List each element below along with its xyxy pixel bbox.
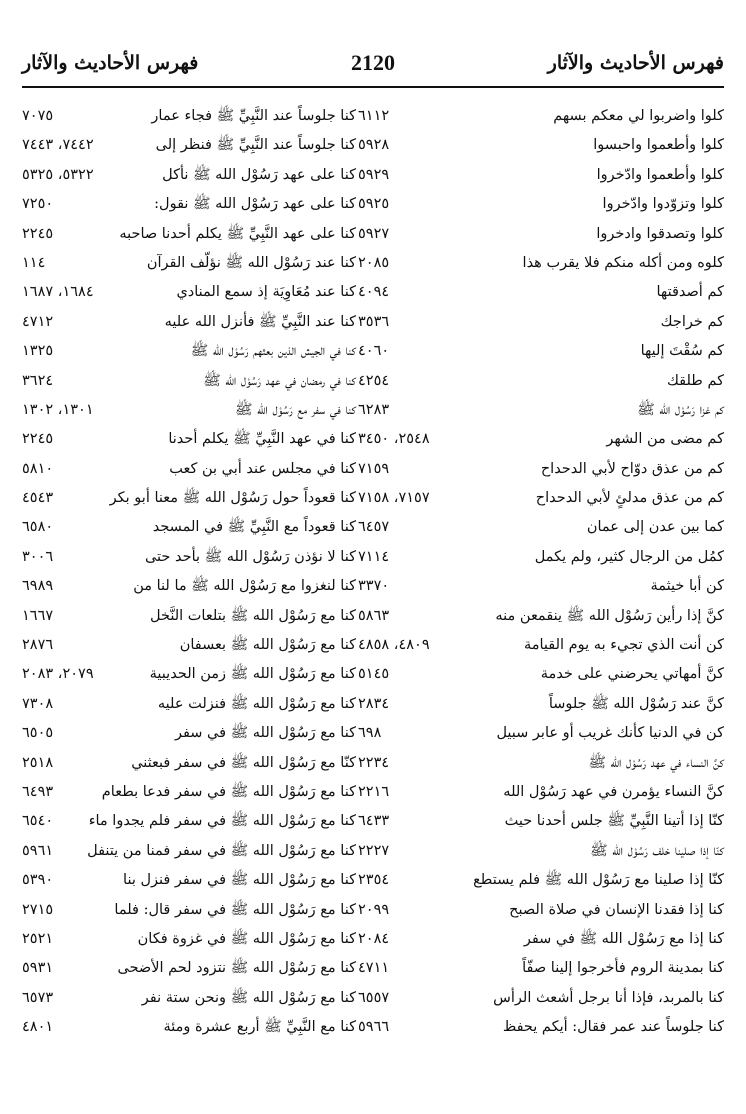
hadith-number-second: ٤٧١٢	[22, 313, 54, 330]
hadith-phrase: كم سُقْتَ إليها	[640, 343, 724, 360]
hadith-number: ٢٥٤٨، ٣٤٥٠	[358, 431, 430, 448]
index-row	[22, 278, 724, 307]
hadith-number: ٥٩٢٧	[358, 225, 390, 242]
index-row	[22, 249, 724, 278]
hadith-number: ٤٧١١	[358, 960, 390, 977]
hadith-phrase-second: كنا مع النَّبِيِّ ﷺ أربع عشرة ومئة	[163, 1019, 356, 1036]
hadith-phrase-second: كنا مع رَسُوْل الله ﷺ بتلعات النَّخل	[150, 607, 356, 624]
index-row	[22, 543, 724, 572]
index-row	[22, 984, 724, 1013]
index-row	[22, 807, 724, 836]
hadith-phrase-second: كنا على عهد رَسُوْل الله ﷺ نأكل	[162, 166, 356, 183]
header-rule	[22, 86, 724, 88]
hadith-number: ٦٤٣٣	[358, 813, 390, 830]
hadith-phrase-second: كنا مع رَسُوْل الله ﷺ في سفر قال: فلما	[114, 901, 356, 918]
hadith-number-second: ٦٩٨٩	[22, 578, 54, 595]
hadith-phrase: كمُل من الرجال كثير، ولم يكمل	[534, 548, 724, 565]
index-row	[22, 190, 724, 219]
hadith-number: ٢٣٥٤	[358, 872, 390, 889]
hadith-phrase: كلوا وتزوّدوا وادّخروا	[602, 196, 724, 213]
hadith-number-second: ٧٣٠٨	[22, 695, 54, 712]
index-row	[22, 308, 724, 337]
hadith-phrase-second: كنّا مع رَسُوْل الله ﷺ في سفر فبعثني	[131, 754, 356, 771]
hadith-phrase: كنّا إذا صلينا مع رَسُوْل الله ﷺ فلم يستطع	[473, 872, 724, 889]
hadith-number-second: ٦٥٤٠	[22, 813, 54, 830]
hadith-phrase: كنَّ إذا رأين رَسُوْل الله ﷺ ينقمعن منه	[495, 607, 724, 624]
hadith-number: ٣٣٧٠	[358, 578, 390, 595]
running-title-right: فهرس الأحاديث والآثار	[547, 52, 724, 74]
hadith-number-second: ٦٤٩٣	[22, 783, 54, 800]
index-row	[22, 690, 724, 719]
hadith-phrase-second: كنا في عهد النَّبِيِّ ﷺ يكلم أحدنا	[168, 431, 356, 448]
hadith-number-second: ٤٥٤٣	[22, 490, 54, 507]
hadith-number-second: ٦٥٨٠	[22, 519, 54, 536]
hadith-phrase: كنَّ عند رَسُوْل الله ﷺ جلوساً	[548, 695, 724, 712]
index-row	[22, 337, 724, 366]
hadith-phrase-second: كنا مع رَسُوْل الله ﷺ زمن الحديبية	[149, 666, 356, 683]
hadith-phrase: كلوه ومن أكله منكم فلا يقرب هذا	[522, 254, 724, 271]
hadith-phrase: كما بين عدن إلى عمان	[586, 519, 724, 536]
hadith-number-second: ٢٨٧٦	[22, 637, 54, 654]
hadith-phrase: كن أنت الذي تجيء به يوم القيامة	[523, 637, 724, 654]
hadith-number: ٧١١٤	[358, 548, 390, 565]
hadith-number: ٣٥٣٦	[358, 313, 390, 330]
hadith-phrase-second: كنا قعوداً مع النَّبِيِّ ﷺ في المسجد	[152, 519, 356, 536]
hadith-number: ٦٩٨	[358, 725, 382, 742]
hadith-number: ٢٠٨٥	[358, 254, 390, 271]
hadith-number-second: ٦٥٧٣	[22, 989, 54, 1006]
hadith-phrase-second: كنا مع رَسُوْل الله ﷺ في سفر فمنا من يتنفل	[87, 842, 356, 859]
hadith-number-second: ٧٤٤٢، ٧٤٤٣	[22, 137, 94, 154]
hadith-phrase: كم طلقك	[666, 372, 724, 389]
hadith-number-second: ٢٧١٥	[22, 901, 54, 918]
hadith-number: ٤٠٩٤	[358, 284, 390, 301]
hadith-number: ٤٨٠٩، ٤٨٥٨	[358, 637, 430, 654]
index-row	[22, 131, 724, 160]
index-table	[22, 102, 724, 1043]
hadith-number: ٥٩٢٨	[358, 137, 390, 154]
hadith-phrase: كم أصدقتها	[656, 284, 724, 301]
index-row	[22, 778, 724, 807]
hadith-number-second: ٢٥٢١	[22, 930, 54, 947]
index-row	[22, 1013, 724, 1042]
index-row	[22, 513, 724, 542]
hadith-number: ٥٩٢٥	[358, 196, 390, 213]
index-row	[22, 161, 724, 190]
index-row	[22, 602, 724, 631]
index-row	[22, 896, 724, 925]
hadith-phrase-second: كنا مع رَسُوْل الله ﷺ فنزلت عليه	[157, 695, 356, 712]
index-row	[22, 660, 724, 689]
hadith-phrase-second: كنا مع رَسُوْل الله ﷺ في سفر فلم يجدوا ماء	[88, 813, 356, 830]
hadith-phrase-second: كنا في مجلس عند أبي بن كعب	[169, 460, 356, 477]
hadith-number: ٤٠٦٠	[358, 343, 390, 360]
hadith-phrase-second: كنا في رمضان في عهد رَسُوْل الله ﷺ	[203, 372, 356, 389]
hadith-phrase: كنَّ النساء في عهد رَسُوْل الله ﷺ	[588, 754, 724, 771]
hadith-phrase-second: كنا مع رَسُوْل الله ﷺ في غزوة فكان	[137, 930, 356, 947]
hadith-number: ٢٠٩٩	[358, 901, 390, 918]
hadith-phrase: كم غزا رَسُوْل الله ﷺ	[637, 401, 724, 418]
hadith-number-second: ٧٠٧٥	[22, 108, 54, 124]
index-row	[22, 866, 724, 895]
hadith-phrase-second: كنا جلوساً عند النَّبِيِّ ﷺ فنظر إلى	[155, 137, 356, 154]
index-row	[22, 455, 724, 484]
hadith-number: ٢٢٢٧	[358, 842, 390, 859]
hadith-phrase-second: كنا مع رَسُوْل الله ﷺ بعسفان	[179, 637, 356, 654]
hadith-phrase-second: كنا قعوداً حول رَسُوْل الله ﷺ معنا أبو بكر	[109, 490, 356, 507]
hadith-number: ٢٨٣٤	[358, 695, 390, 712]
hadith-phrase: كنَّ النساء يؤمرن في عهد رَسُوْل الله	[503, 783, 724, 800]
hadith-phrase-second: كنا لا نؤذن رَسُوْل الله ﷺ بأحد حتى	[144, 548, 356, 565]
index-row	[22, 484, 724, 513]
hadith-phrase: كنا إذا مع رَسُوْل الله ﷺ في سفر	[523, 930, 724, 947]
hadith-phrase-second: كنا على عهد رَسُوْل الله ﷺ نقول:	[154, 196, 356, 213]
hadith-phrase-second: كنا في سفر مع رَسُوْل الله ﷺ	[234, 401, 356, 418]
hadith-phrase: كلوا وأطعموا واحبسوا	[593, 137, 724, 154]
hadith-phrase-second: كنا مع رَسُوْل الله ﷺ ونحن ستة نفر	[141, 989, 356, 1006]
hadith-number-second: ١٦٦٧	[22, 607, 54, 624]
index-row	[22, 367, 724, 396]
hadith-phrase: كنا جلوساً عند عمر فقال: أيكم يحفظ	[502, 1019, 724, 1036]
index-row	[22, 719, 724, 748]
hadith-phrase: كنا بمدينة الروم فأخرجوا إلينا صفّاً	[522, 960, 724, 977]
hadith-phrase: كنا بالمربد، فإذا أنا برجل أشعث الرأس	[493, 989, 724, 1006]
hadith-number-second: ٥٩٣١	[22, 960, 54, 977]
hadith-number: ٥٨٦٣	[358, 607, 390, 624]
hadith-phrase: كنّا إذا أتينا النَّبِيِّ ﷺ جلس أحدنا حيث	[504, 813, 724, 830]
index-row	[22, 837, 724, 866]
hadith-number: ٦٤٥٧	[358, 519, 390, 536]
hadith-number: ٦١١٢	[358, 108, 390, 124]
hadith-number-second: ٤٨٠١	[22, 1019, 54, 1036]
hadith-phrase-second: كنا على عهد النَّبِيِّ ﷺ يكلم أحدنا صاحبه	[119, 225, 356, 242]
hadith-number-second: ١١٤	[22, 254, 46, 271]
hadith-phrase-second: كنا لنغزوا مع رَسُوْل الله ﷺ ما لنا من	[133, 578, 356, 595]
hadith-phrase-second: كنا عند مُعَاوِيَة إذ سمع المنادي	[176, 284, 356, 301]
hadith-number-second: ٢٥١٨	[22, 754, 54, 771]
hadith-number: ٢٢١٦	[358, 783, 390, 800]
hadith-phrase-second: كنا مع رَسُوْل الله ﷺ في سفر فنزل بنا	[123, 872, 356, 889]
hadith-phrase: كلوا واضربوا لي معكم بسهم	[553, 108, 724, 124]
hadith-number: ٦٥٥٧	[358, 989, 390, 1006]
hadith-number-second: ٣٦٢٤	[22, 372, 54, 389]
index-row	[22, 102, 724, 131]
index-row	[22, 396, 724, 425]
hadith-number: ٦٢٨٣	[358, 401, 390, 418]
hadith-phrase: كن في الدنيا كأنك غريب أو عابر سبيل	[496, 725, 724, 742]
hadith-phrase: كم من عذق دوّاح لأبي الدحداح	[540, 460, 724, 477]
hadith-phrase: كلوا وأطعموا وادّخروا	[596, 166, 724, 183]
hadith-phrase-second: كنا مع رَسُوْل الله ﷺ في سفر	[174, 725, 356, 742]
hadith-phrase: كم مضى من الشهر	[606, 431, 724, 448]
hadith-number: ٥١٤٥	[358, 666, 390, 683]
hadith-phrase: كم خراجك	[660, 313, 724, 330]
index-row	[22, 631, 724, 660]
hadith-number: ٢٠٨٤	[358, 930, 390, 947]
index-row	[22, 220, 724, 249]
hadith-phrase: كم من عذق مدلئٍ لأبي الدحداح	[535, 490, 724, 507]
index-row	[22, 572, 724, 601]
page-header	[22, 46, 724, 80]
running-title-left: فهرس الأحاديث والآثار	[22, 52, 199, 74]
hadith-number: ٥٩٢٩	[358, 166, 390, 183]
hadith-phrase: كن أبا خيثمة	[650, 578, 724, 595]
hadith-number-second: ١٣٠١، ١٣٠٢	[22, 401, 94, 418]
hadith-number-second: ٢٢٤٥	[22, 225, 54, 242]
hadith-phrase-second: كنا مع رَسُوْل الله ﷺ نتزود لحم الأضحى	[117, 960, 356, 977]
hadith-number-second: ٥٣٢٢، ٥٣٢٥	[22, 166, 94, 183]
page-number: 2120	[351, 50, 395, 75]
hadith-phrase: كنَّ أمهاتي يحرضني على خدمة	[540, 666, 724, 683]
hadith-number-second: ٥٨١٠	[22, 460, 54, 477]
hadith-phrase: كنّا إذا صلينا خلف رَسُوْل الله ﷺ	[590, 842, 724, 859]
hadith-phrase-second: كنا عند رَسُوْل الله ﷺ نؤلّف القرآن	[146, 254, 356, 271]
hadith-number-second: ٥٩٦١	[22, 842, 54, 859]
hadith-number-second: ١٦٨٤، ١٦٨٧	[22, 284, 94, 301]
hadith-phrase-second: كنا مع رَسُوْل الله ﷺ في سفر فدعا بطعام	[101, 783, 356, 800]
hadith-number-second: ٧٢٥٠	[22, 196, 54, 213]
hadith-number-second: ٦٥٠٥	[22, 725, 54, 742]
hadith-number-second: ٥٣٩٠	[22, 872, 54, 889]
hadith-number: ٤٢٥٤	[358, 372, 390, 389]
hadith-number-second: ٢٢٤٥	[22, 431, 54, 448]
index-row	[22, 425, 724, 454]
hadith-number-second: ٢٠٧٩، ٢٠٨٣	[22, 666, 94, 683]
hadith-number: ٢٢٣٤	[358, 754, 390, 771]
hadith-number-second: ٣٠٠٦	[22, 548, 54, 565]
hadith-number: ٥٩٦٦	[358, 1019, 390, 1036]
hadith-phrase: كلوا وتصدقوا وادخروا	[596, 225, 724, 242]
hadith-phrase-second: كنا في الجيش الذين بعثهم رَسُوْل الله ﷺ	[190, 343, 356, 360]
hadith-number-second: ١٣٢٥	[22, 343, 54, 360]
hadith-phrase-second: كنا عند النَّبِيِّ ﷺ فأنزل الله عليه	[164, 313, 356, 330]
hadith-number: ٧١٥٧، ٧١٥٨	[358, 490, 430, 507]
index-row	[22, 954, 724, 983]
hadith-phrase-second: كنا جلوساً عند النَّبِيِّ ﷺ فجاء عمار	[151, 108, 356, 124]
hadith-phrase: كنا إذا فقدنا الإنسان في صلاة الصبح	[509, 901, 724, 918]
hadith-number: ٧١٥٩	[358, 460, 390, 477]
index-row	[22, 749, 724, 778]
index-row	[22, 925, 724, 954]
